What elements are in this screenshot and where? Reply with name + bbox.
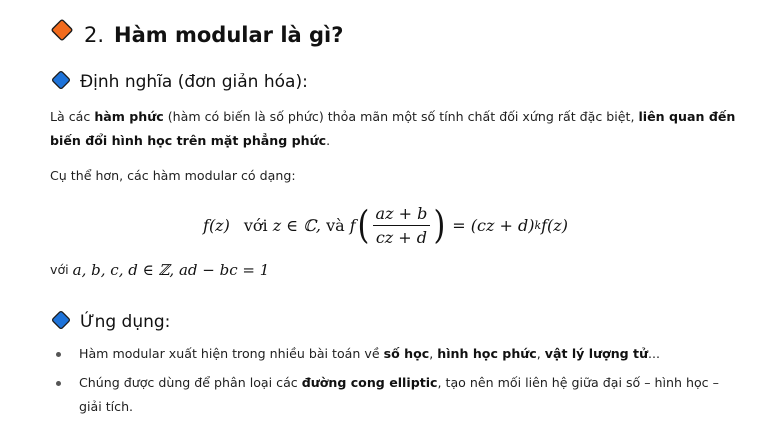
bold-term: số học (383, 346, 430, 361)
formula-f: f (349, 215, 356, 235)
applications-heading-text: Ứng dụng: (80, 312, 171, 332)
formula-domain: z ∈ ℂ, (272, 215, 322, 235)
text-run: , (536, 346, 545, 361)
formula-rhs-tail: f(z) (541, 215, 568, 235)
formula-exponent: k (534, 218, 542, 232)
modular-formula (0, 196, 771, 254)
formula-condition (50, 258, 269, 282)
definition-heading-text: Định nghĩa (đơn giản hóa): (80, 72, 308, 92)
orange-diamond-icon (50, 18, 74, 52)
text-run: Hàm modular xuất hiện trong nhiều bài toán về (79, 346, 384, 361)
text-run: , tạo nên mối liên hệ giữa đại số – hình học – giải tích. (79, 375, 719, 414)
formula-rhs: (cz + d) (470, 215, 535, 235)
applications-heading (50, 309, 170, 335)
definition-paragraph (50, 105, 740, 153)
list-item (56, 342, 736, 366)
section-heading (50, 18, 343, 52)
formula-lhs: f(z) (203, 215, 230, 235)
formula-fraction (373, 204, 431, 247)
text-run: , (429, 346, 438, 361)
form-intro-paragraph: Cụ thể hơn, các hàm modular có dạng: (50, 168, 296, 183)
bold-term-complex-function: hàm phức (94, 109, 164, 124)
bold-term-geometric-transform: liên quan đến biến đổi hình học trên mặt phẳng phức (50, 109, 736, 148)
blue-diamond-icon (50, 309, 72, 336)
bold-term: hình học phức (437, 346, 537, 361)
text-run: (hàm có biến là số phức) thỏa mãn một số tính chất đối xứng rất đặc biệt, (163, 109, 639, 124)
section-number: 2. (84, 23, 105, 47)
formula-equals: = (452, 215, 466, 235)
bold-term: vật lý lượng tử (544, 346, 649, 361)
section-title: Hàm modular là gì? (114, 23, 344, 47)
condition-math: a, b, c, d ∈ ℤ, ad − bc = 1 (72, 261, 270, 279)
condition-prefix: với (50, 262, 69, 277)
bold-term: đường cong elliptic (301, 375, 438, 390)
right-paren: ) (433, 203, 446, 247)
applications-list (56, 342, 736, 424)
fraction-denominator: cz + d (375, 227, 428, 247)
formula-with: với (243, 215, 268, 235)
list-item (56, 371, 736, 419)
formula-and: và (326, 215, 345, 235)
text-run: ... (648, 346, 661, 361)
blue-diamond-icon (50, 69, 72, 96)
text-run: Chúng được dùng để phân loại các (79, 375, 302, 390)
fraction-numerator: az + b (373, 204, 431, 226)
left-paren: ( (357, 203, 370, 247)
definition-heading (50, 69, 308, 95)
text-run: . (326, 133, 331, 148)
text-run: Là các (50, 109, 95, 124)
